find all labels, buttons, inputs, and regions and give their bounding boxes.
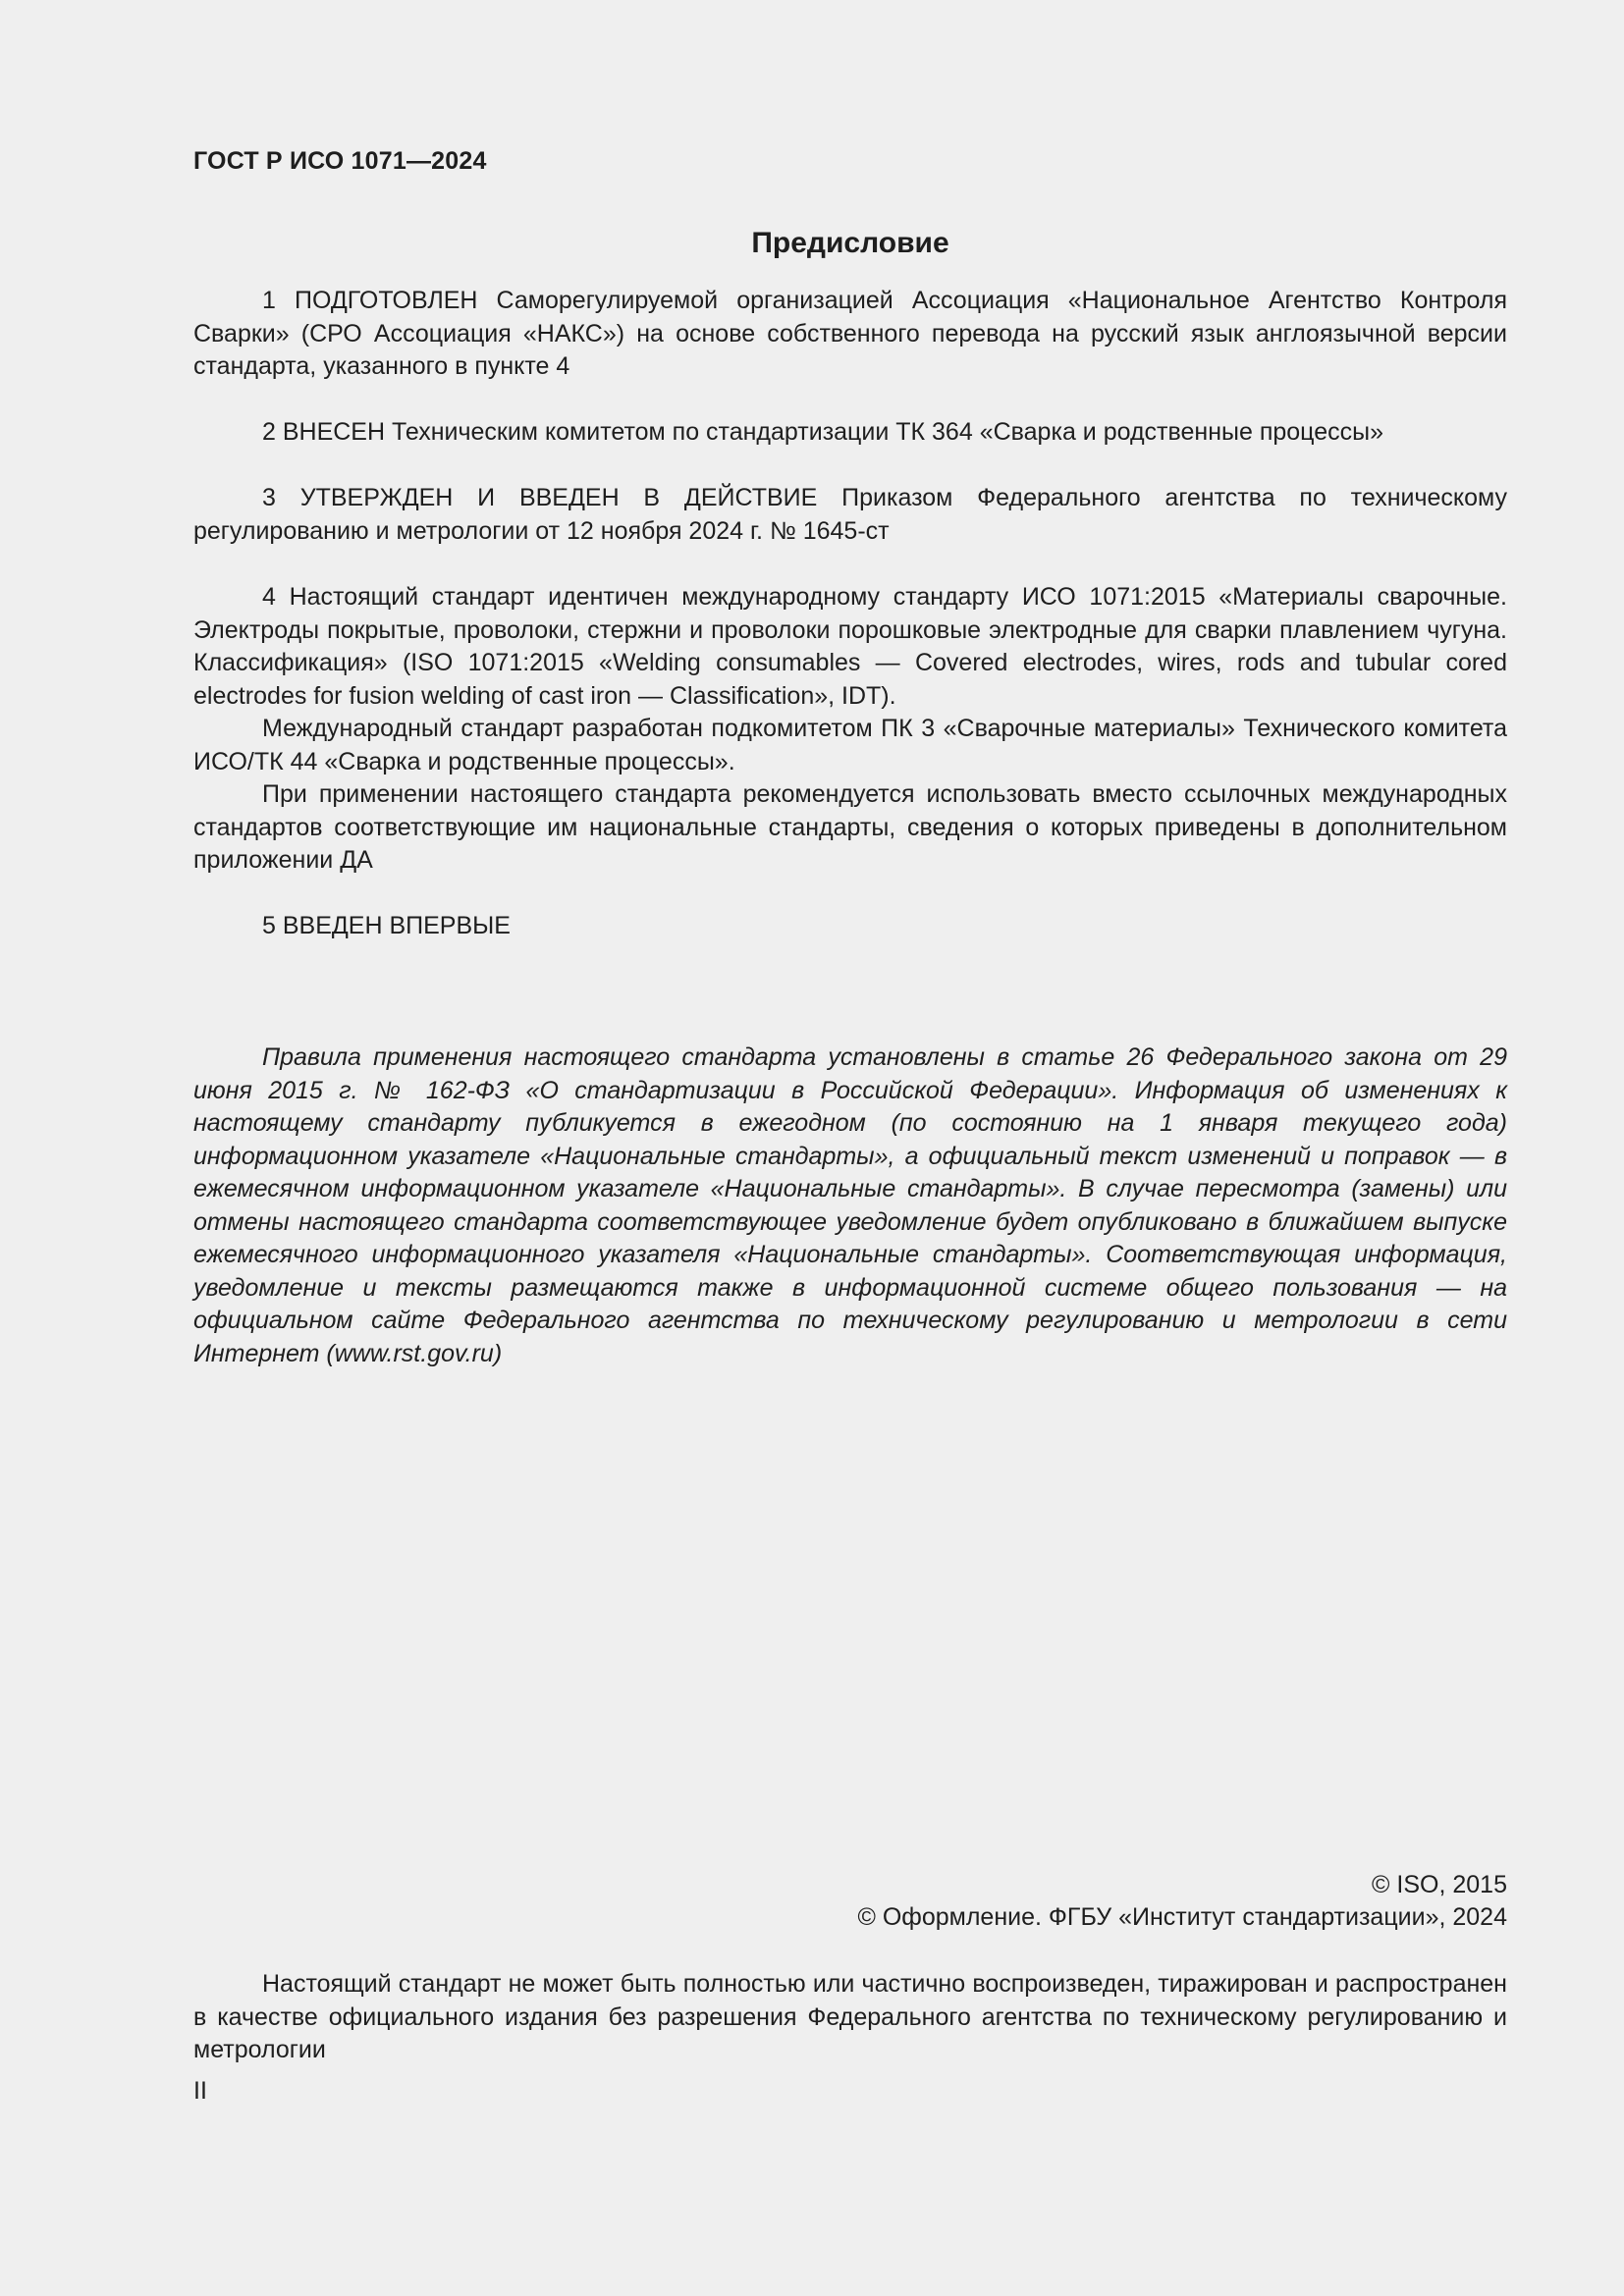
- rules-of-application-notice: Правила применения настоящего стандарта установлены в статье 26 Федерального закона от 29 июня 2015 г. № 162-ФЗ «О стандартизации в Российской Федерации». Информация об изменениях к настоящему стандарту публикуется в ежегодном (по состоянию на 1 января текущего года) информационном указателе «Национальные стандарты», а официальный текст изменений и поправок — в ежемесячном информационном указателе «Национальные стандарты». В случае пересмотра (замены) или отмены настоящего стандарта соответствующее уведомление будет опубликовано в ближайшем выпуске ежемесячного информационного указателя «Национальные стандарты». Соответствующая информация, уведомление и тексты размещаются также в информационной системе общего пользования — на официальном сайте Федерального агентства по техническому регулированию и метрологии в сети Интернет (www.rst.gov.ru): [193, 1043, 1507, 1367]
- page-title: Предисловие: [751, 227, 949, 259]
- reproduction-notice: Настоящий стандарт не может быть полностью или частично воспроизведен, тиражирован и распространен в качестве официального издания без разрешения Федерального агентства по техническому регулированию и метрологии: [193, 1970, 1507, 2063]
- standard-code: ГОСТ Р ИСО 1071—2024: [193, 147, 487, 175]
- foreword-item-2: 2 ВНЕСЕН Техническим комитетом по стандартизации ТК 364 «Сварка и родственные процессы»: [262, 418, 1383, 446]
- foreword-item-5: 5 ВВЕДЕН ВПЕРВЫЕ: [262, 912, 511, 939]
- document-page: [193, 0, 1507, 2296]
- foreword-item-4: 4 Настоящий стандарт идентичен международному стандарту ИСО 1071:2015 «Материалы сварочные. Электроды покрытые, проволоки, стержни и проволоки порошковые электродные для сварки плавлением чугуна. Классификация» (ISO 1071:2015 «Welding consumables — Covered electrodes, wires, rods and tubular cored electrodes for fusion welding of cast iron — Classification», IDT).: [193, 583, 1507, 710]
- page-number: II: [193, 2077, 207, 2105]
- foreword-item-3: 3 УТВЕРЖДЕН И ВВЕДЕН В ДЕЙСТВИЕ Приказом Федерального агентства по техническому регулированию и метрологии от 12 ноября 2024 г. № 1645-ст: [193, 484, 1507, 545]
- foreword-item-4-references: При применении настоящего стандарта рекомендуется использовать вместо ссылочных международных стандартов соответствующие им национальные стандарты, сведения о которых приведены в дополнительном приложении ДА: [193, 780, 1507, 874]
- copyright-design: © Оформление. ФГБУ «Институт стандартизации», 2024: [857, 1903, 1507, 1931]
- foreword-item-1: 1 ПОДГОТОВЛЕН Саморегулируемой организацией Ассоциация «Национальное Агентство Контроля Сварки» (СРО Ассоциация «НАКС») на основе собственного перевода на русский язык англоязычной версии стандарта, указанного в пункте 4: [193, 287, 1507, 380]
- copyright-iso: © ISO, 2015: [1372, 1871, 1507, 1898]
- foreword-item-4-subcommittee: Международный стандарт разработан подкомитетом ПК 3 «Сварочные материалы» Технического комитета ИСО/ТК 44 «Сварка и родственные процессы».: [193, 715, 1507, 775]
